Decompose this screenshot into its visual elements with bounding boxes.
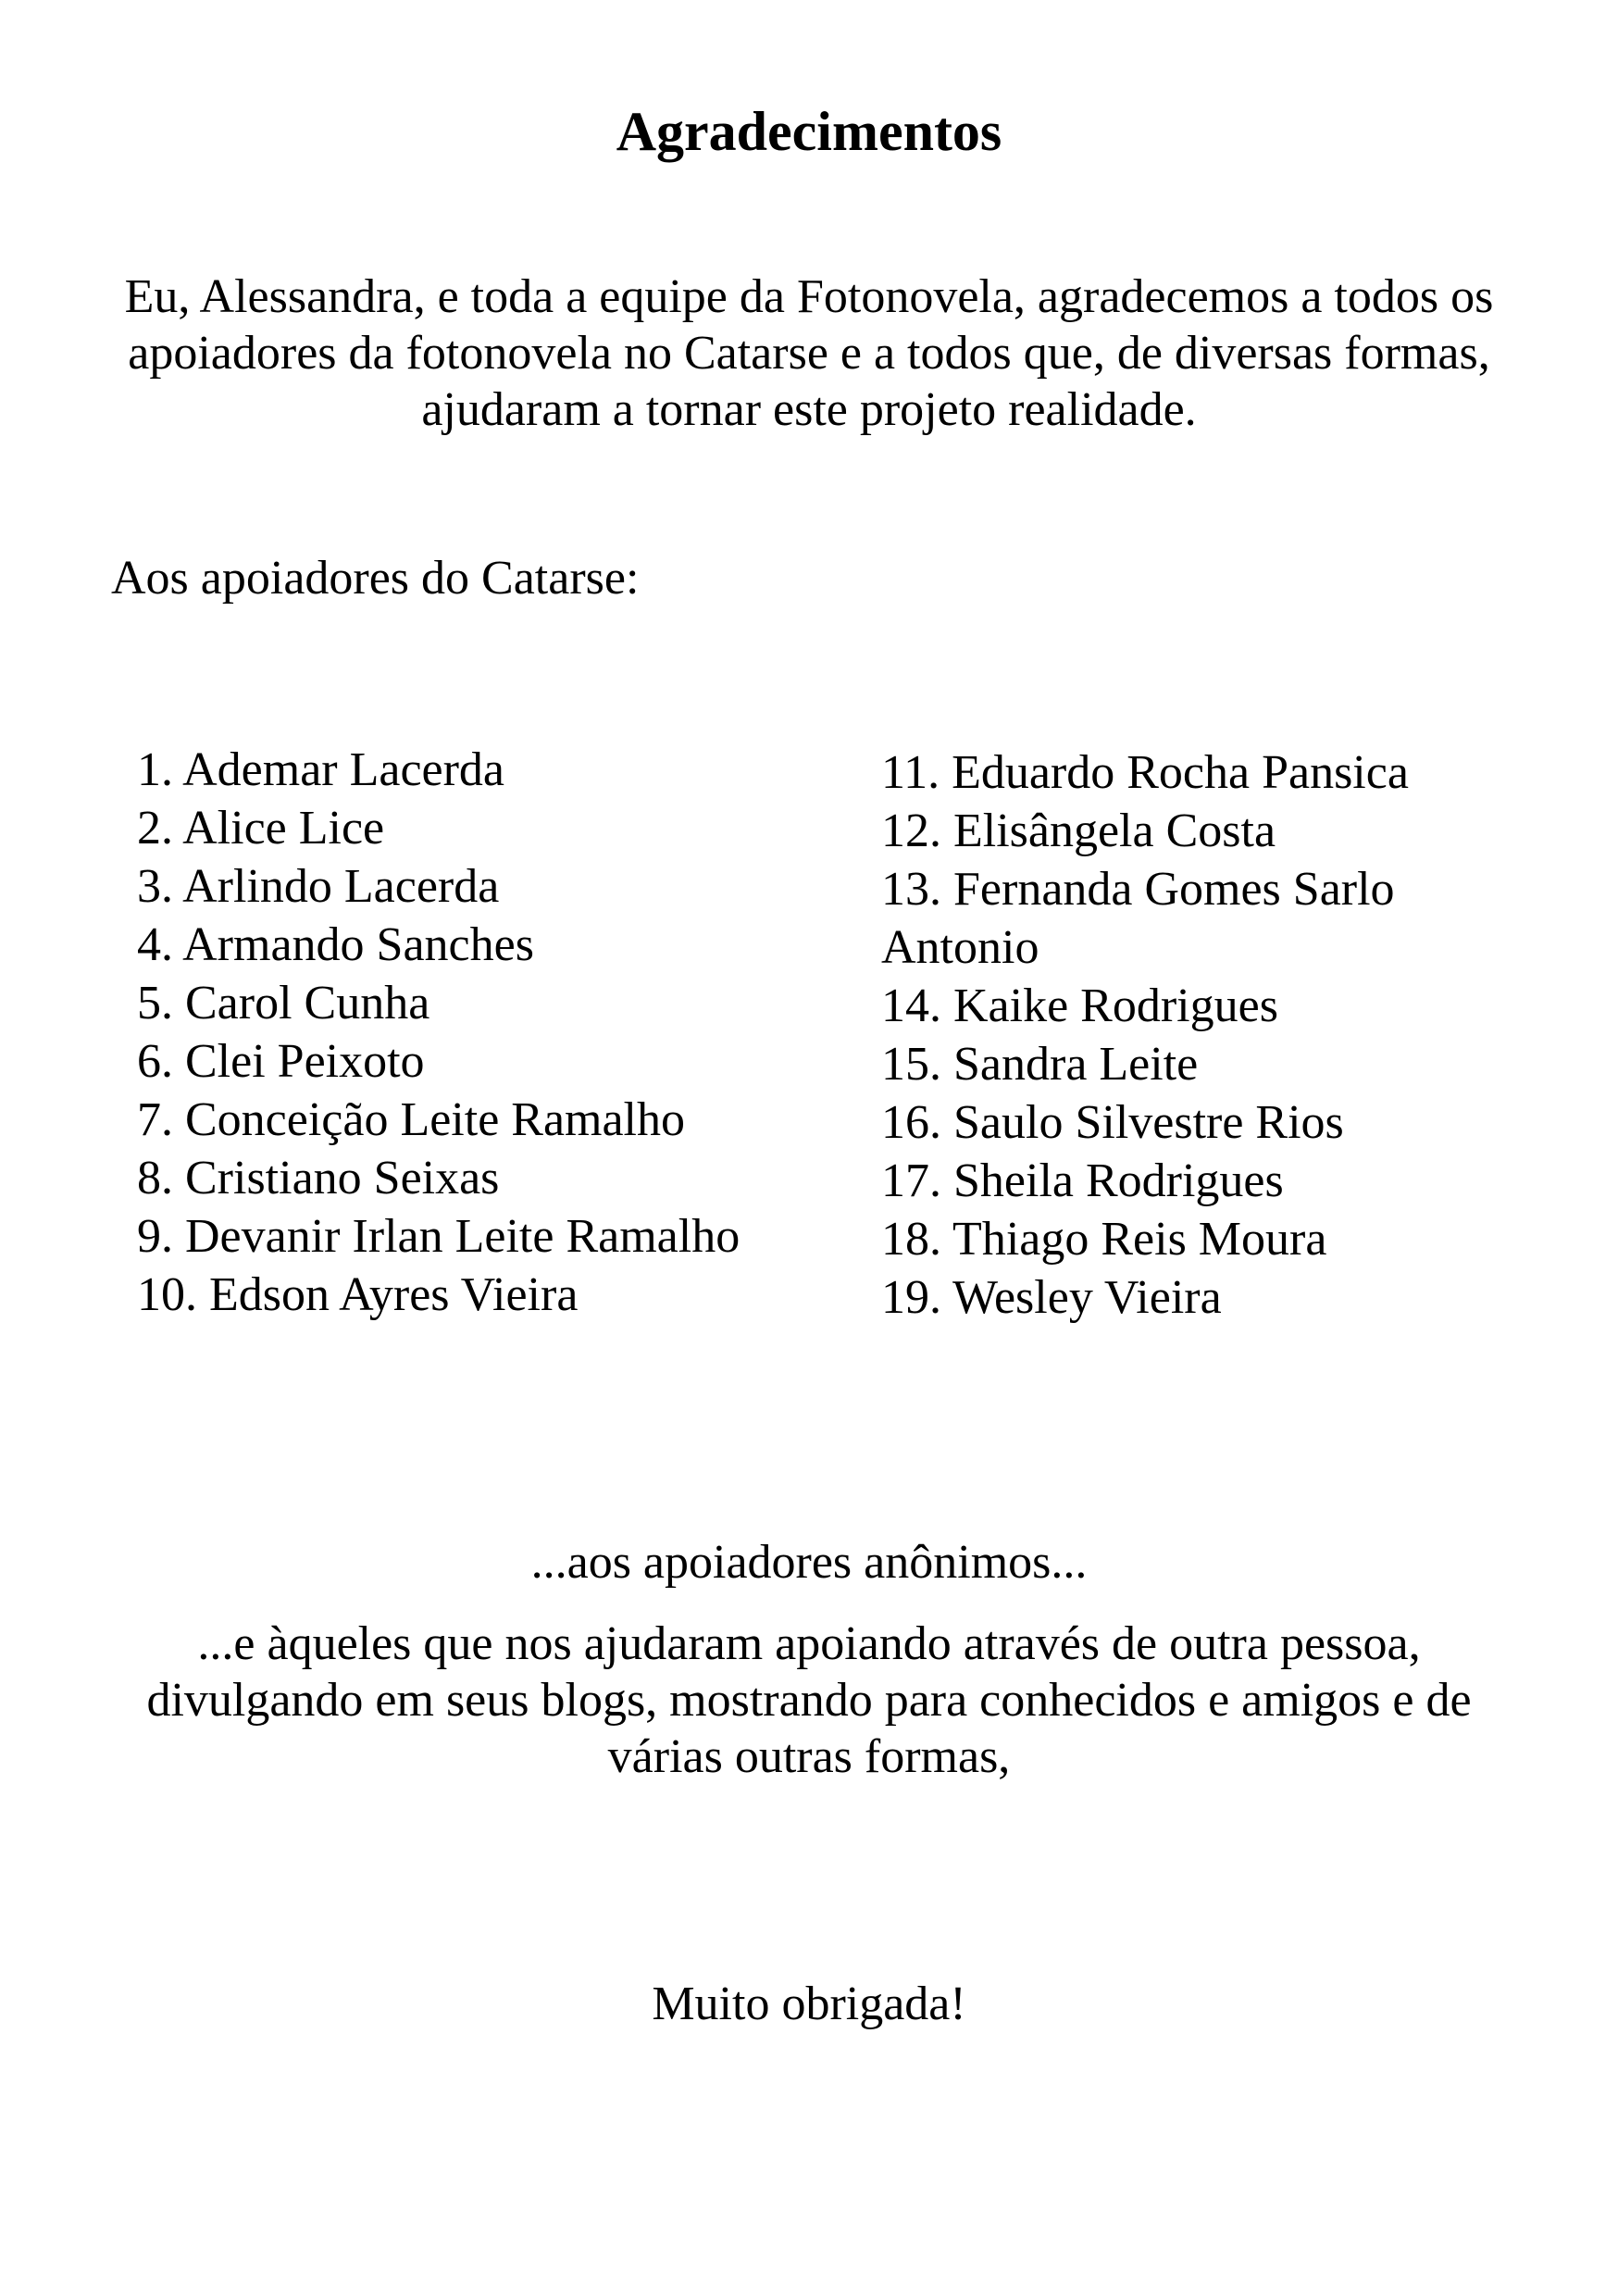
list-item: 5. Carol Cunha [137,977,430,1029]
page-title: Agradecimentos [616,101,1002,162]
list-item: 19. Wesley Vieira [881,1271,1222,1324]
list-item: 11. Eduardo Rocha Pansica [881,746,1409,799]
list-item: 9. Devanir Irlan Leite Ramalho [137,1210,741,1263]
list-item: 7. Conceição Leite Ramalho [137,1093,686,1146]
closing-line: Muito obrigada! [652,1978,966,2030]
list-item: 1. Ademar Lacerda [137,743,505,796]
list-item: 13. Fernanda Gomes Sarlo Antonio [881,863,1395,974]
list-item: 12. Elisângela Costa [881,805,1276,857]
other-supporters-paragraph: ...e àqueles que nos ajudaram apoiando através de outra pessoa, divulgando em seus blogs, mostrando para conhecidos e amigos e de várias outras formas, [146,1617,1472,1783]
list-item: 3. Arlindo Lacerda [137,860,500,913]
list-item: 15. Sandra Leite [881,1038,1199,1091]
list-item: 14. Kaike Rodrigues [881,980,1278,1032]
list-item: 17. Sheila Rodrigues [881,1154,1284,1207]
list-item: 6. Clei Peixoto [137,1035,425,1088]
intro-paragraph: Eu, Alessandra, e toda a equipe da Fotonovela, agradecemos a todos os apoiadores da fotonovela no Catarse e a todos que, de diversas formas, ajudaram a tornar este projeto realidade. [124,270,1494,436]
list-item: 4. Armando Sanches [137,918,534,971]
supporters-heading: Aos apoiadores do Catarse: [111,552,640,605]
supporters-list-left [137,741,840,1324]
list-item: 16. Saulo Silvestre Rios [881,1096,1344,1149]
list-item: 18. Thiago Reis Moura [881,1213,1327,1266]
list-item: 10. Edson Ayres Vieira [137,1268,579,1321]
supporters-list-right [881,743,1529,1327]
list-item: 8. Cristiano Seixas [137,1152,500,1204]
anonymous-supporters-line: ...aos apoiadores anônimos... [530,1536,1088,1589]
list-item: 2. Alice Lice [137,802,385,855]
